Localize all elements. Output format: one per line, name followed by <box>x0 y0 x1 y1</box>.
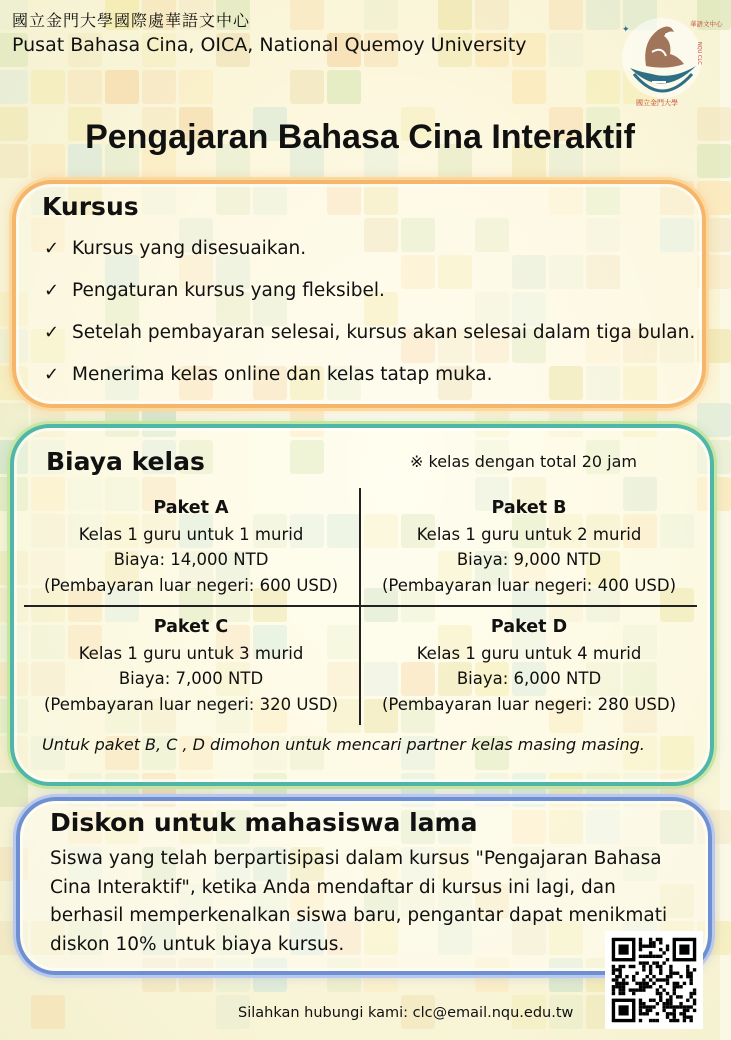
qr-module <box>659 941 662 944</box>
qr-module <box>669 1012 672 1015</box>
background-tile <box>290 70 324 104</box>
qr-module <box>646 945 649 948</box>
qr-module <box>673 982 676 985</box>
qr-module <box>639 1019 642 1022</box>
qr-module <box>612 978 615 981</box>
qr-module <box>662 961 665 964</box>
qr-module <box>652 955 655 958</box>
qr-module <box>656 1019 659 1022</box>
logo-text-top: 華語文中心 <box>690 20 723 28</box>
qr-module <box>622 982 625 985</box>
qr-module <box>622 985 625 988</box>
qr-module <box>683 1009 686 1012</box>
package-fee: Biaya: 7,000 NTD <box>118 669 264 688</box>
qr-module <box>615 978 618 981</box>
qr-module <box>642 965 645 968</box>
qr-module <box>619 985 622 988</box>
qr-module <box>662 978 665 981</box>
qr-module <box>679 1005 682 1008</box>
qr-module <box>683 1015 686 1018</box>
background-tile <box>68 70 102 104</box>
qr-module <box>659 992 662 995</box>
qr-module <box>666 975 669 978</box>
qr-module <box>639 961 642 964</box>
qr-module <box>686 968 689 971</box>
qr-module <box>659 948 662 951</box>
qr-module <box>683 1005 686 1008</box>
package-name: Paket C <box>153 617 229 637</box>
background-tile <box>0 403 28 437</box>
qr-module <box>683 982 686 985</box>
qr-module <box>679 1002 682 1005</box>
qr-module <box>646 982 649 985</box>
qr-module <box>629 965 632 968</box>
qr-code-icon[interactable] <box>605 931 703 1029</box>
qr-module <box>639 938 642 941</box>
qr-module <box>652 1019 655 1022</box>
check-icon: ✓ <box>44 238 60 259</box>
qr-finder <box>619 945 629 955</box>
qr-module <box>635 982 638 985</box>
qr-module <box>662 1009 665 1012</box>
qr-module <box>622 988 625 991</box>
qr-module <box>639 1002 642 1005</box>
qr-module <box>615 985 618 988</box>
qr-module <box>693 1002 696 1005</box>
qr-module <box>646 955 649 958</box>
qr-module <box>619 982 622 985</box>
package-foreign-fee: (Pembayaran luar negeri: 400 USD) <box>381 575 677 595</box>
qr-module <box>656 978 659 981</box>
background-tile <box>105 70 139 104</box>
qr-module <box>652 999 655 1002</box>
qr-module <box>652 982 655 985</box>
package-name: Paket A <box>153 498 229 518</box>
qr-module <box>612 972 615 975</box>
qr-module <box>676 972 679 975</box>
table-divider-horizontal <box>24 605 697 607</box>
background-tile <box>549 0 583 30</box>
nqu-clc-logo-icon <box>612 8 723 108</box>
qr-module <box>679 1012 682 1015</box>
qr-module <box>666 1002 669 1005</box>
qr-module <box>666 958 669 961</box>
qr-module <box>656 988 659 991</box>
qr-module <box>669 1002 672 1005</box>
check-icon: ✓ <box>44 280 60 301</box>
qr-module <box>689 982 692 985</box>
qr-module <box>673 1009 676 1012</box>
svg-text:✦: ✦ <box>622 25 630 35</box>
qr-module <box>676 1019 679 1022</box>
qr-module <box>629 988 632 991</box>
list-item: ✓ Setelah pembayaran selesai, kursus akan selesai dalam tiga bulan. <box>44 322 696 343</box>
qr-module <box>612 988 615 991</box>
package-foreign-fee: (Pembayaran luar negeri: 600 USD) <box>43 575 339 595</box>
qr-module <box>666 945 669 948</box>
qr-module <box>656 1002 659 1005</box>
qr-module <box>652 975 655 978</box>
background-tile <box>364 0 398 30</box>
qr-module <box>612 965 615 968</box>
qr-module <box>689 975 692 978</box>
qr-module <box>619 992 622 995</box>
qr-module <box>676 995 679 998</box>
qr-module <box>612 968 615 971</box>
qr-module <box>625 975 628 978</box>
qr-module <box>642 982 645 985</box>
qr-module <box>642 1012 645 1015</box>
qr-module <box>662 951 665 954</box>
qr-module <box>666 948 669 951</box>
package-fee: Biaya: 14,000 NTD <box>113 550 269 569</box>
qr-module <box>666 1005 669 1008</box>
qr-module <box>693 988 696 991</box>
qr-module <box>642 988 645 991</box>
qr-module <box>656 1012 659 1015</box>
qr-module <box>632 992 635 995</box>
qr-module <box>649 951 652 954</box>
list-item: ✓ Pengaturan kursus yang fleksibel. <box>44 280 385 301</box>
qr-module <box>659 995 662 998</box>
qr-module <box>656 961 659 964</box>
qr-module <box>649 955 652 958</box>
qr-module <box>639 1009 642 1012</box>
background-tile <box>179 70 213 104</box>
qr-module <box>649 978 652 981</box>
qr-module <box>649 968 652 971</box>
qr-module <box>673 1015 676 1018</box>
package-foreign-fee: (Pembayaran luar negeri: 280 USD) <box>381 694 677 714</box>
qr-module <box>619 965 622 968</box>
qr-module <box>659 965 662 968</box>
qr-module <box>639 955 642 958</box>
qr-module <box>673 972 676 975</box>
qr-module <box>619 975 622 978</box>
qr-module <box>639 982 642 985</box>
qr-module <box>646 975 649 978</box>
qr-module <box>649 945 652 948</box>
qr-module <box>639 988 642 991</box>
background-tile <box>512 70 546 104</box>
qr-module <box>669 968 672 971</box>
qr-module <box>619 972 622 975</box>
qr-module <box>656 992 659 995</box>
qr-module <box>632 988 635 991</box>
qr-module <box>649 972 652 975</box>
page-title: Pengajaran Bahasa Cina Interaktif <box>85 118 635 156</box>
qr-module <box>632 978 635 981</box>
package-foreign-fee: (Pembayaran luar negeri: 320 USD) <box>43 694 339 714</box>
qr-module <box>656 938 659 941</box>
qr-module <box>666 1012 669 1015</box>
qr-module <box>642 1002 645 1005</box>
qr-module <box>642 1005 645 1008</box>
package-desc: Kelas 1 guru untuk 2 murid <box>416 524 642 544</box>
qr-module <box>639 945 642 948</box>
qr-module <box>632 965 635 968</box>
qr-module <box>693 1009 696 1012</box>
qr-module <box>666 999 669 1002</box>
package-name: Paket D <box>490 617 568 637</box>
qr-module <box>686 972 689 975</box>
qr-module <box>673 988 676 991</box>
qr-module <box>679 975 682 978</box>
qr-module <box>679 995 682 998</box>
qr-module <box>662 988 665 991</box>
diskon-title: Diskon untuk mahasiswa lama <box>50 808 478 837</box>
hours-note: ※ kelas dengan total 20 jam <box>410 452 637 471</box>
qr-module <box>659 972 662 975</box>
qr-module <box>649 1019 652 1022</box>
qr-module <box>689 1015 692 1018</box>
qr-module <box>659 938 662 941</box>
qr-module <box>642 961 645 964</box>
qr-module <box>612 985 615 988</box>
qr-module <box>649 1005 652 1008</box>
background-tile <box>549 33 583 67</box>
background-tile <box>31 70 65 104</box>
qr-module <box>659 999 662 1002</box>
qr-module <box>639 941 642 944</box>
qr-module <box>679 985 682 988</box>
qr-module <box>666 982 669 985</box>
qr-module <box>615 982 618 985</box>
partner-note: Untuk paket B, C , D dimohon untuk mencari partner kelas masing masing. <box>42 735 645 754</box>
qr-module <box>673 1012 676 1015</box>
logo-text-bottom: 國立金門大學 <box>636 99 678 107</box>
header-institution-id: Pusat Bahasa Cina, OICA, National Quemoy University <box>12 34 527 56</box>
background-tile <box>475 0 509 30</box>
qr-finder <box>679 945 689 955</box>
list-item: ✓ Kursus yang disesuaikan. <box>44 238 307 259</box>
qr-module <box>649 941 652 944</box>
biaya-title: Biaya kelas <box>46 447 205 476</box>
qr-module <box>676 982 679 985</box>
qr-module <box>642 985 645 988</box>
package-c <box>23 615 359 717</box>
qr-finder <box>619 1005 629 1015</box>
qr-module <box>642 945 645 948</box>
qr-module <box>689 978 692 981</box>
qr-module <box>669 965 672 968</box>
qr-module <box>676 1005 679 1008</box>
qr-module <box>662 1002 665 1005</box>
package-desc: Kelas 1 guru untuk 3 murid <box>78 643 304 663</box>
qr-module <box>646 1005 649 1008</box>
background-tile <box>0 70 28 104</box>
qr-module <box>669 972 672 975</box>
kursus-list <box>44 238 695 406</box>
qr-module <box>646 961 649 964</box>
list-item: ✓ Menerima kelas online dan kelas tatap muka. <box>44 364 493 385</box>
header-institution-cn: 國立金門大學國際處華語文中心 <box>12 11 251 30</box>
qr-module <box>615 968 618 971</box>
qr-module <box>635 988 638 991</box>
qr-module <box>649 985 652 988</box>
qr-module <box>673 1005 676 1008</box>
qr-module <box>639 1005 642 1008</box>
qr-module <box>622 978 625 981</box>
qr-module <box>673 985 676 988</box>
qr-module <box>662 1005 665 1008</box>
qr-module <box>673 1019 676 1022</box>
qr-module <box>686 965 689 968</box>
background-tile <box>142 70 176 104</box>
qr-module <box>676 985 679 988</box>
qr-module <box>666 992 669 995</box>
kursus-title: Kursus <box>42 192 139 221</box>
qr-module <box>615 975 618 978</box>
background-tile <box>290 0 324 30</box>
qr-module <box>649 965 652 968</box>
qr-module <box>659 955 662 958</box>
qr-module <box>656 965 659 968</box>
qr-module <box>659 968 662 971</box>
qr-module <box>689 972 692 975</box>
qr-module <box>686 975 689 978</box>
qr-module <box>619 968 622 971</box>
background-tile <box>31 995 65 1029</box>
package-d <box>361 615 697 717</box>
qr-module <box>693 968 696 971</box>
check-icon: ✓ <box>44 364 60 385</box>
diskon-body: Siswa yang telah berpartisipasi dalam kursus "Pengajaran Bahasa Cina Interaktif", ketika Anda mendaftar di kursus ini lagi, dan berhasil memperkenalkan siswa baru, pengantar dapat menikmati diskon 10% untuk biaya kursus. <box>50 848 668 955</box>
background-tile <box>697 403 731 437</box>
qr-module <box>689 995 692 998</box>
qr-module <box>622 965 625 968</box>
logo-text-side: NQU CLC <box>696 42 702 65</box>
package-a <box>23 496 359 598</box>
qr-module <box>639 948 642 951</box>
qr-module <box>646 1009 649 1012</box>
qr-module <box>652 945 655 948</box>
qr-module <box>689 992 692 995</box>
qr-module <box>693 992 696 995</box>
check-icon: ✓ <box>44 322 60 343</box>
qr-module <box>642 978 645 981</box>
qr-module <box>612 992 615 995</box>
qr-module <box>683 1019 686 1022</box>
qr-module <box>622 992 625 995</box>
qr-module <box>693 999 696 1002</box>
qr-module <box>652 1005 655 1008</box>
qr-module <box>686 1009 689 1012</box>
qr-module <box>642 955 645 958</box>
qr-module <box>632 975 635 978</box>
qr-module <box>639 1012 642 1015</box>
qr-module <box>669 1019 672 1022</box>
qr-module <box>686 999 689 1002</box>
qr-module <box>639 985 642 988</box>
background-tile <box>0 773 28 807</box>
qr-module <box>635 972 638 975</box>
package-desc: Kelas 1 guru untuk 1 murid <box>78 524 304 544</box>
contact-info[interactable]: Silahkan hubungi kami: clc@email.nqu.edu.tw <box>238 1005 574 1021</box>
qr-module <box>669 975 672 978</box>
package-b <box>361 496 697 598</box>
qr-module <box>656 955 659 958</box>
qr-module <box>625 982 628 985</box>
package-name: Paket B <box>491 498 567 518</box>
background-tile <box>327 70 361 104</box>
qr-module <box>683 1012 686 1015</box>
qr-module <box>673 992 676 995</box>
qr-module <box>639 999 642 1002</box>
package-fee: Biaya: 9,000 NTD <box>456 550 602 569</box>
qr-module <box>642 968 645 971</box>
qr-module <box>689 1019 692 1022</box>
qr-module <box>646 985 649 988</box>
qr-module <box>689 1005 692 1008</box>
qr-module <box>666 978 669 981</box>
qr-module <box>646 1012 649 1015</box>
qr-module <box>652 941 655 944</box>
qr-module <box>649 938 652 941</box>
qr-module <box>686 1015 689 1018</box>
qr-module <box>669 999 672 1002</box>
qr-module <box>649 999 652 1002</box>
qr-module <box>659 978 662 981</box>
package-fee: Biaya: 6,000 NTD <box>456 669 602 688</box>
qr-module <box>619 988 622 991</box>
qr-module <box>686 1005 689 1008</box>
qr-module <box>669 1005 672 1008</box>
qr-module <box>649 1009 652 1012</box>
package-desc: Kelas 1 guru untuk 4 murid <box>416 643 642 663</box>
qr-module <box>666 1015 669 1018</box>
background-tile <box>438 0 472 30</box>
qr-module <box>669 995 672 998</box>
qr-module <box>652 961 655 964</box>
qr-module <box>659 985 662 988</box>
